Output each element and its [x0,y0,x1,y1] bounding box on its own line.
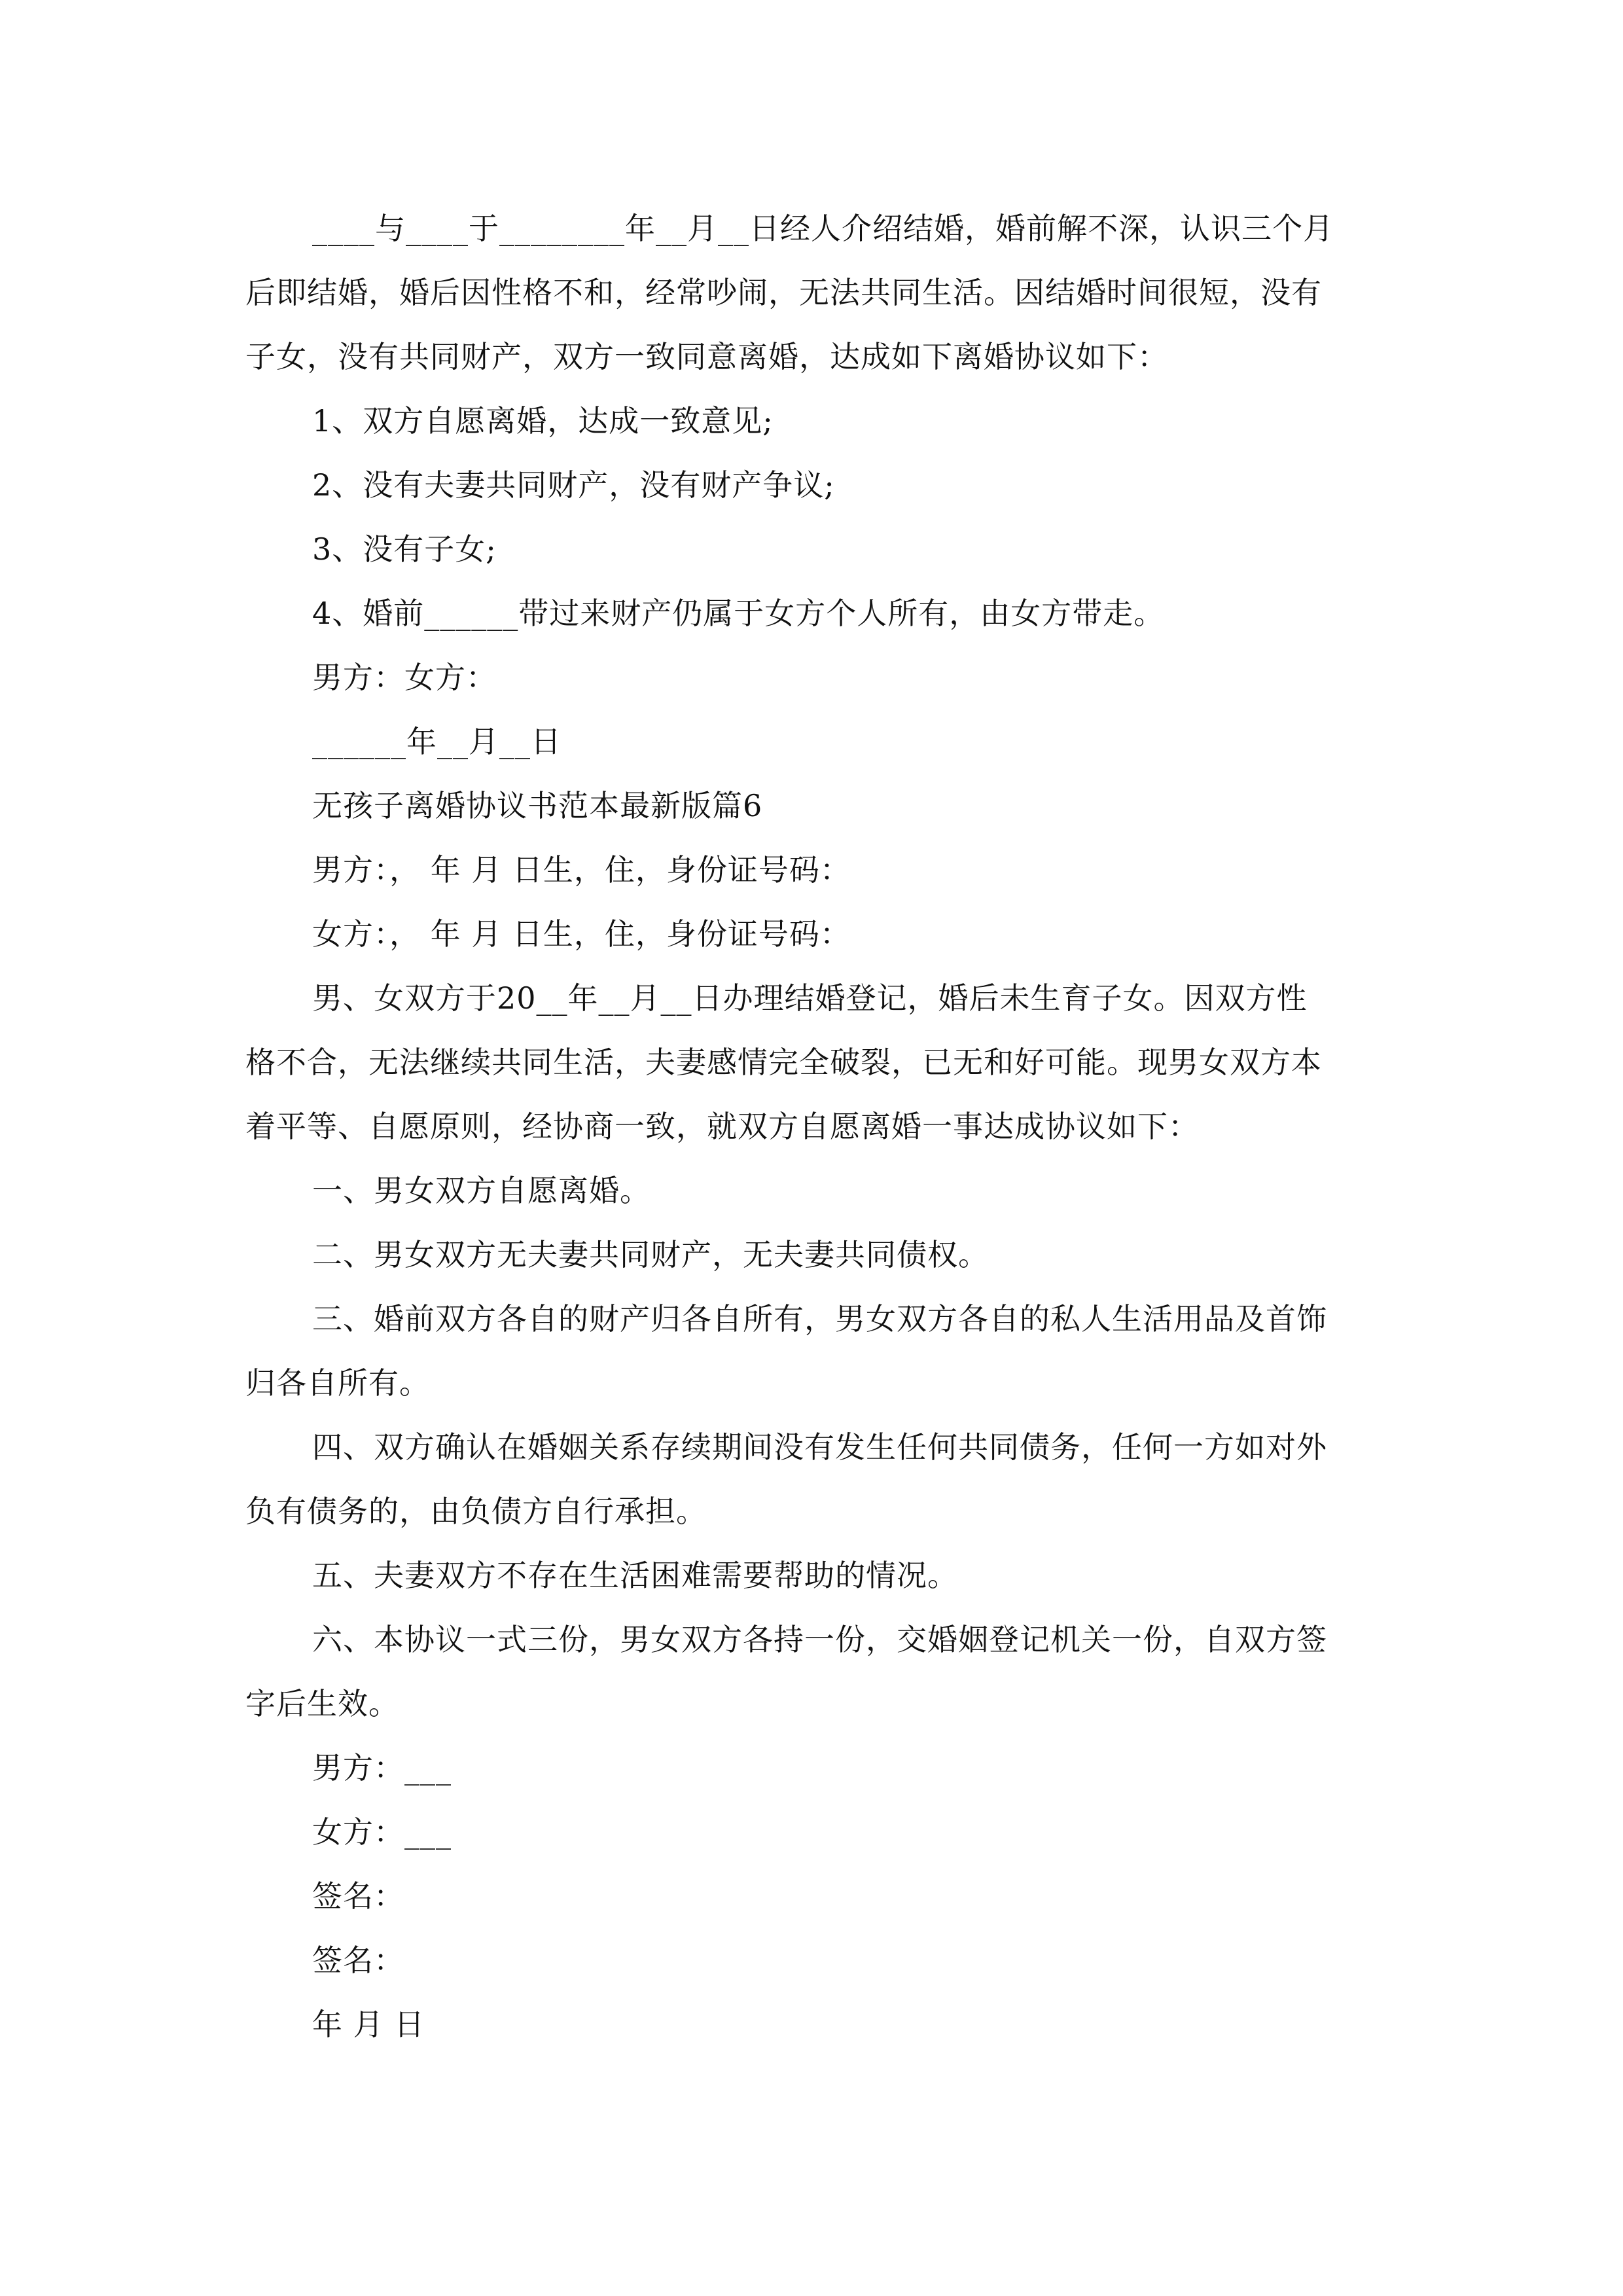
signature-line: 男方：女方： [312,660,497,695]
signature-female: 女方：___ [312,1814,452,1850]
signature-label: 签名： [312,1943,404,1978]
clause-item: 六、本协议一式三份，男女双方各持一份，交婚姻登记机关一份，自双方签 [312,1622,1327,1657]
clause-item: 1、双方自愿离婚，达成一致意见; [312,403,774,439]
date-line: 年 月 日 [312,2007,425,2042]
clause-item: 二、男女双方无夫妻共同财产，无夫妻共同债权。 [312,1237,989,1272]
party-info-female: 女方：， 年 月 日生，住，身份证号码： [312,916,851,952]
clause-item: 2、没有夫妻共同财产，没有财产争议; [312,467,835,503]
paragraph-line: 男、女双方于20__年__月__日办理结婚登记，婚后未生育子女。因双方性 [312,980,1308,1016]
date-line: ______年__月__日 [312,724,562,759]
clause-item: 五、夫妻双方不存在生活困难需要帮助的情况。 [312,1558,958,1593]
clause-item: 四、双方确认在婚姻关系存续期间没有发生任何共同债务，任何一方如对外 [312,1429,1327,1465]
clause-item: 4、婚前______带过来财产仍属于女方个人所有，由女方带走。 [312,596,1165,631]
document-body [245,196,1381,2056]
clause-item-continuation: 归各自所有。 [245,1365,430,1401]
clause-item: 三、婚前双方各自的财产归各自所有，男女双方各自的私人生活用品及首饰 [312,1301,1327,1336]
clause-item-continuation: 字后生效。 [245,1686,399,1721]
paragraph-line: 子女，没有共同财产，双方一致同意离婚，达成如下离婚协议如下： [245,339,1168,374]
clause-item-continuation: 负有债务的，由负债方自行承担。 [245,1494,707,1529]
paragraph-line: 后即结婚，婚后因性格不和，经常吵闹，无法共同生活。因结婚时间很短，没有 [245,275,1322,310]
party-info-male: 男方：， 年 月 日生，住，身份证号码： [312,852,851,888]
paragraph-line: 着平等、自愿原则，经协商一致，就双方自愿离婚一事达成协议如下： [245,1109,1199,1144]
paragraph-line: ____与____于________年__月__日经人介绍结婚，婚前解不深，认识三个月 [312,211,1334,246]
clause-item: 3、没有子女; [312,531,497,567]
paragraph-line: 格不合，无法继续共同生活，夫妻感情完全破裂，已无和好可能。现男女双方本 [245,1045,1322,1080]
signature-male: 男方：___ [312,1750,452,1785]
clause-item: 一、男女双方自愿离婚。 [312,1173,651,1208]
section-title: 无孩子离婚协议书范本最新版篇6 [312,788,763,823]
signature-label: 签名： [312,1878,404,1914]
